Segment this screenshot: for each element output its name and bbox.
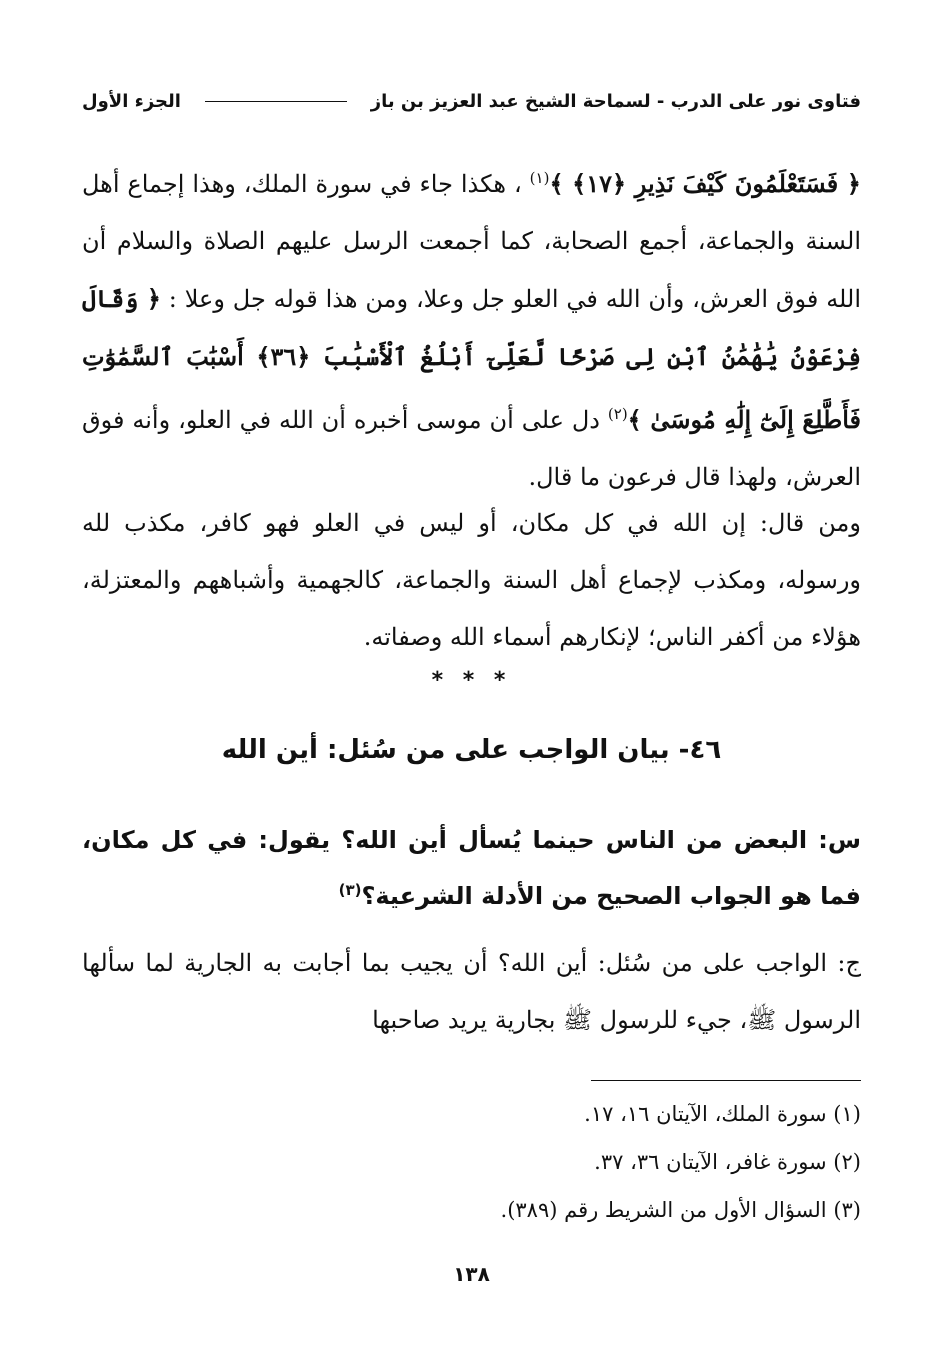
book-title: فتاوى نور على الدرب - لسماحة الشيخ عبد العزيز بن باز [370,90,861,112]
page-number: ١٣٨ [453,1262,490,1286]
footnote-ref-1: (١) [529,169,550,187]
footnotes [82,1090,861,1234]
paragraph-1 [82,150,861,506]
footnote-ref-3: (٣) [338,881,362,899]
paragraph-1-text-a: ، هكذا جاء في سورة الملك، وهذا إجماع أهل السنة والجماعة، أجمع الصحابة، كما أجمعت الرسل عليهم الصلاة والسلام أن الله فوق العرش، وأن الله في العلو جل وعلا، ومن هذا قوله جل وعلا : [82,170,862,313]
running-header [82,84,861,118]
footnote-item: (٢) سورة غافر، الآيتان ٣٦، ٣٧. [594,1150,861,1174]
paragraph-2: ومن قال: إن الله في كل مكان، أو ليس في العلو فهو كافر، مكذب لله ورسوله، ومكذب لإجماع أهل السنة والجماعة، كالجهمية وأشباههم والمعتزلة، هؤلاء من أكفر الناس؛ لإنكارهم أسماء الله وصفاته. [82,509,861,651]
question-text: س: البعض من الناس حينما يُسأل أين الله؟ يقول: في كل مكان، فما هو الجواب الصحيح من الأدلة الشرعية؟ [82,826,861,910]
answer-block: ج: الواجب على من سُئل: أين الله؟ أن يجيب بما أجابت به الجارية لما سألها الرسول ﷺ، جيء للرسول ﷺ بجارية يريد صاحبها [82,949,861,1034]
part-label: الجزء الأول [82,90,181,112]
paragraph-1-text-b: دل على أن موسى أخبره أن الله في العلو، وأنه فوق العرش، ولهذا قال فرعون ما قال. [82,406,861,491]
section-heading: ٤٦- بيان الواجب على من سُئل: أين الله [221,735,722,765]
footnote-item: (٣) السؤال الأول من الشريط رقم (٣٨٩). [500,1198,861,1222]
quran-verse-1: ﴿ فَسَتَعْلَمُونَ كَيْفَ نَذِيرِ ﴿١٧﴾ ﴾ [549,169,861,198]
footnote-item: (١) سورة الملك، الآيتان ١٦، ١٧. [584,1102,861,1126]
section-separator: * * * [431,668,512,693]
quran-verse-2: ﴿ وَقَالَ فِرْعَوْنُ يَٰهَٰمَٰنُ ٱبْنِ لِى صَرْحًا لَّعَلِّىٓ أَبْلُغُ ٱلْأَسْبَٰبَ ﴿٣٦﴾ أَسْبَٰبَ ٱلسَّمَٰوَٰتِ فَأَطَّلِعَ إِلَىٰٓ إِلَٰهِ مُوسَىٰ ﴾ [82,284,862,434]
header-rule [205,101,347,102]
question-block [82,815,861,921]
footnote-ref-2: (٢) [607,405,628,423]
footnote-rule [591,1080,861,1081]
